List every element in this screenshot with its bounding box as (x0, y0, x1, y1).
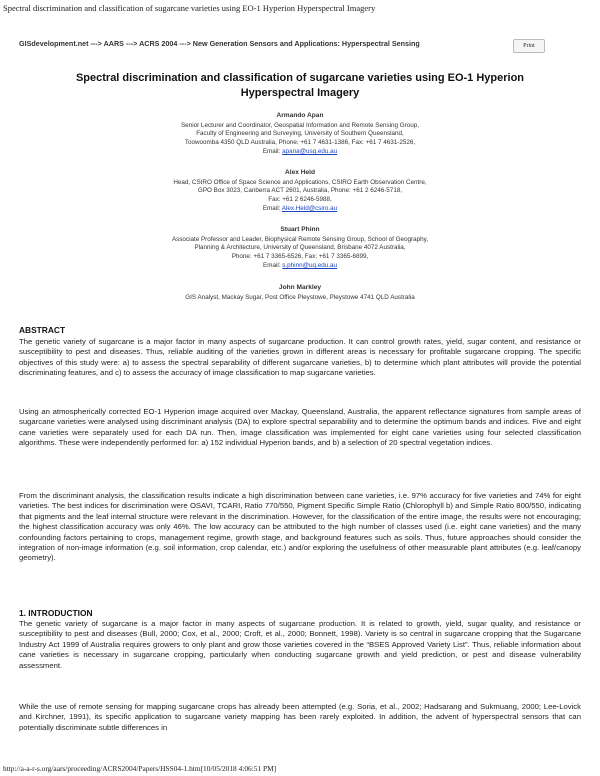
author-email-link[interactable]: apana@usq.edu.au (282, 147, 338, 155)
author-email-line (70, 205, 530, 214)
page-url-footer: http://a-a-r-s.org/aars/proceeding/ACRS2004/Papers/HSS04-1.htm[10/05/2018 4:06:51 PM] (3, 764, 277, 773)
author-name: John Markley (278, 284, 322, 291)
abstract-paragraph: Using an atmospherically corrected EO-1 Hyperion image acquired over Mackay, Queensland, Australia, the apparent reflectance signatures from sample areas of sugarcane varieties were analysed using discriminant analysis (DA) to explore spectral separability and to determine the optimum bands and indices. Five and eight cane varieties were separately used for each DA run. Then, image classification was implemented for eight cane varieties using four selected classification algorithms. These were independently performed for: a) 152 individual Hyperion bands, and b) a selection of 20 spectral vegetation indices. (19, 407, 581, 448)
introduction-paragraph: The genetic variety of sugarcane is a major factor in many aspects of sugarcane production. It is related to growth, yield, sugar quality, and resistance or susceptibility to pest and diseases (Bull, 2000; Cox, et al., 2000; Croft, et al., 2000; Bonnett, 1998). Variety is so central in sugarcane cropping that the Sugarcane Industry Act 1999 of Australia requires growers to only plant and grow those varieties covered in the “BSES Approved Variety List”. Thus, reliable information about cane varieties is necessary in sugarcane cropping, particularly when conducting sugarcane growth and yield prediction, or pest and disease vulnerability assessment. (19, 619, 581, 670)
introduction-heading: 1. INTRODUCTION (19, 608, 93, 618)
author-name: Alex Held (284, 169, 316, 176)
author-block (70, 169, 530, 214)
author-email-line (70, 262, 530, 271)
abstract-paragraph: The genetic variety of sugarcane is a major factor in many aspects of sugarcane production. It can control growth rates, yield, sugar content, and resistance or susceptibility to pest and diseases. Thus, reliable auditing of the varieties grown in different areas is necessary for profitable sugarcane cropping. The specific objectives of this study were: a) to assess the spectral separability of different sugarcane varieties, b) to determine which plant attributes will provide the potential discriminating features, and c) to assess the accuracy of image classification to map sugarcane varieties. (19, 337, 581, 378)
author-affiliation-line: Phone: +61 7 3365-6526, Fax: +61 7 3365-6899, (231, 253, 369, 261)
email-label: Email: (263, 261, 283, 269)
author-block (70, 226, 530, 271)
email-label: Email: (262, 204, 282, 212)
author-name: Stuart Phinn (280, 226, 320, 233)
breadcrumb[interactable]: GISdevelopment.net ---> AARS ---> ACRS 2004 ---> New Generation Sensors and Applications: Hyperspectral Sensing (19, 39, 420, 48)
author-affiliation-line: GIS Analyst, Mackay Sugar, Post Office Pleystowe, Pleystowe 4741 QLD Australia (185, 293, 415, 301)
author-email-link[interactable]: s.phinn@uq.edu.au (282, 261, 337, 269)
author-affiliation-line: Head, CSIRO Office of Space Science and Applications, CSIRO Earth Observation Centre, (173, 178, 427, 186)
author-affiliation-line: Associate Professor and Leader, Biophysical Remote Sensing Group, School of Geography, (171, 235, 429, 243)
introduction-paragraph: While the use of remote sensing for mapping sugarcane crops has already been attempted (e.g. Soria, et al., 2002; Hadsarang and Sukmuang, 2000; Lee-Lovick and Kirchner, 1991), its specific application to sugarcane variety mapping has been rarely exploited. In addition, the advent of hyperspectral sensors that can potentially discriminate subtle differences in (19, 702, 581, 732)
author-affiliation-line: Fax: +61 2 6246-5988, (268, 196, 332, 204)
email-label: Email: (262, 147, 283, 155)
print-button[interactable]: Print (513, 39, 545, 53)
abstract-heading: ABSTRACT (19, 325, 66, 335)
author-email-link[interactable]: Alex.Held@csiro.au (281, 204, 338, 212)
author-affiliation-line: GPO Box 3023, Canberra ACT 2601, Australia, Phone: +61 2 6246-5718, (197, 187, 403, 195)
author-name: Armando Apan (276, 112, 324, 119)
author-block (70, 284, 530, 302)
paper-title: Spectral discrimination and classification of sugarcane varieties using EO-1 Hyperion Hyperspectral Imagery (75, 72, 525, 99)
author-block (70, 112, 530, 157)
browser-page-title: Spectral discrimination and classification of sugarcane varieties using EO-1 Hyperion Hyperspectral Imagery (3, 3, 376, 13)
author-affiliation-line: Faculty of Engineering and Surveying, University of Southern Queensland, (196, 130, 404, 138)
abstract-paragraph: From the discriminant analysis, the classification results indicate a high discrimination between cane varieties, i.e. 97% accuracy for five varieties and 74% for eight varieties. The best indices for discrimination were OSAVI, TCARI, Ratio 770/550, Pigment Specific Simple Ratio (Chlorophyll b) and Simple Ratio 800/550, indicating that pigments and the leaf internal structure were relevant in the discrimination. However, for the classification of the entire image, the results were not encouraging; the highest classification accuracy was only 46%. The low accuracy can be attributed to the high number of classes used (i.e. eight cane varieties) and the many confounding factors pertaining to crops, management regime, growth stage, and background features such as soils. Thus, future approaches should consider the integration of non-image information (e.g. soil information, crop calendar, etc.) and/or exploring the usefulness of other measurable plant attributes (e.g. leaf/canopy geometry). (19, 491, 581, 563)
author-email-line (70, 148, 530, 157)
author-affiliation-line: Planning & Architecture, University of Queensland, Brisbane 4072 Australia, (194, 244, 406, 252)
author-affiliation-line: Toowoomba 4350 QLD Australia, Phone: +61 7 4631-1386, Fax: +61 7 4631-2526, (184, 139, 416, 147)
author-affiliation-line: Senior Lecturer and Coordinator, Geospatial Information and Remote Sensing Group, (180, 121, 420, 129)
